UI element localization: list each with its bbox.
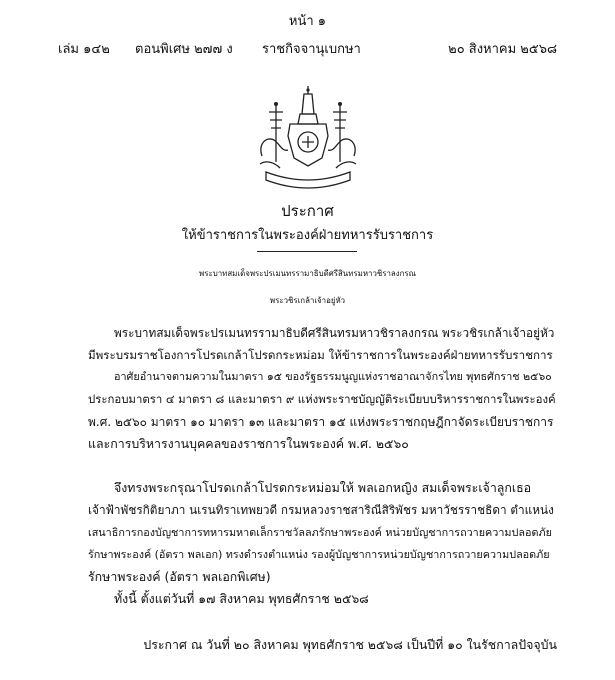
page-number: หน้า ๑ bbox=[288, 14, 327, 29]
announcement-subtitle: ให้ข้าราชการในพระองค์ฝ่ายทหารรับราชการ bbox=[181, 228, 434, 243]
paragraph-line: ทั้งนี้ ตั้งแต่วันที่ ๑๗ สิงหาคม พุทธศักราช ๒๕๖๘ bbox=[114, 591, 369, 606]
paragraph-line: รักษาพระองค์ (อัตรา พลเอกพิเศษ) bbox=[88, 569, 271, 585]
royal-title-line-1: พระบาทสมเด็จพระปรเมนทรรามาธิบดีศรีสินทรมหาวชิราลงกรณ bbox=[199, 269, 416, 278]
paragraph-royal-command bbox=[88, 322, 556, 367]
title-divider bbox=[257, 251, 357, 252]
announcement-title: ประกาศ bbox=[281, 202, 334, 220]
paragraph-appointment bbox=[88, 477, 556, 588]
volume-number: เล่ม ๑๔๒ bbox=[58, 42, 110, 57]
paragraph-line: รักษาพระองค์ (อัตรา พลเอก) ทรงดำรงตำแหน่ง รองผู้บัญชาการหน่วยบัญชาการถวายความปลอดภัย bbox=[88, 547, 550, 561]
paragraph-line: มีพระบรมราชโองการโปรดเกล้าโปรดกระหม่อม ให้ข้าราชการในพระองค์ฝ่ายทหารรับราชการ bbox=[88, 348, 553, 363]
paragraph-line: พระบาทสมเด็จพระปรเมนทรรามาธิบดีศรีสินทรมหาวชิราลงกรณ พระวชิรเกล้าเจ้าอยู่หัว bbox=[114, 326, 555, 340]
royal-title-line-2: พระวชิรเกล้าเจ้าอยู่หัว bbox=[269, 296, 346, 305]
paragraph-line: และการบริหารงานบุคคลของราชการในพระองค์ พ.ศ. ๒๕๖๐ bbox=[88, 435, 409, 451]
paragraph-line: เจ้าฟ้าพัชรกิติยาภา นเรนทิราเทพยวดี กรมหลวงราชสาริณีสิริพัชร มหาวัชรราชธิดา ตำแหน่ง bbox=[88, 503, 554, 518]
gazette-date: ๒๐ สิงหาคม ๒๕๖๘ bbox=[448, 42, 557, 57]
paragraph-line: พ.ศ. ๒๕๖๐ มาตรา ๑๐ มาตรา ๑๓ และมาตรา ๑๕ แห่งพระราชกฤษฎีกาจัดระเบียบราชการ bbox=[88, 414, 554, 429]
paragraph-legal-basis bbox=[88, 366, 556, 455]
paragraph-effective-date bbox=[88, 588, 556, 610]
gazette-name: ราชกิจจานุเบกษา bbox=[262, 42, 361, 57]
paragraph-line: เสนาธิการกองบัญชาการทหารมหาดเล็กราชวัลลภรักษาพระองค์ หน่วยบัญชาการถวายความปลอดภัย bbox=[88, 525, 552, 539]
section-number: ตอนพิเศษ ๒๗๗ ง bbox=[135, 42, 233, 57]
proclamation-date-line: ประกาศ ณ วันที่ ๒๐ สิงหาคม พุทธศักราช ๒๕๖๘ เป็นปีที่ ๑๐ ในรัชกาลปัจจุบัน bbox=[143, 637, 557, 652]
paragraph-line: ประกอบมาตรา ๔ มาตรา ๘ และมาตรา ๙ แห่งพระราชบัญญัติระเบียบบริหารราชการในพระองค์ bbox=[88, 392, 556, 407]
paragraph-line: จึงทรงพระกรุณาโปรดเกล้าโปรดกระหม่อมให้ พลเอกหญิง สมเด็จพระเจ้าลูกเธอ bbox=[114, 480, 532, 495]
royal-emblem-icon bbox=[252, 84, 364, 190]
paragraph-line: อาศัยอำนาจตามความในมาตรา ๑๕ ของรัฐธรรมนูญแห่งราชอาณาจักรไทย พุทธศักราช ๒๕๖๐ bbox=[114, 370, 552, 383]
